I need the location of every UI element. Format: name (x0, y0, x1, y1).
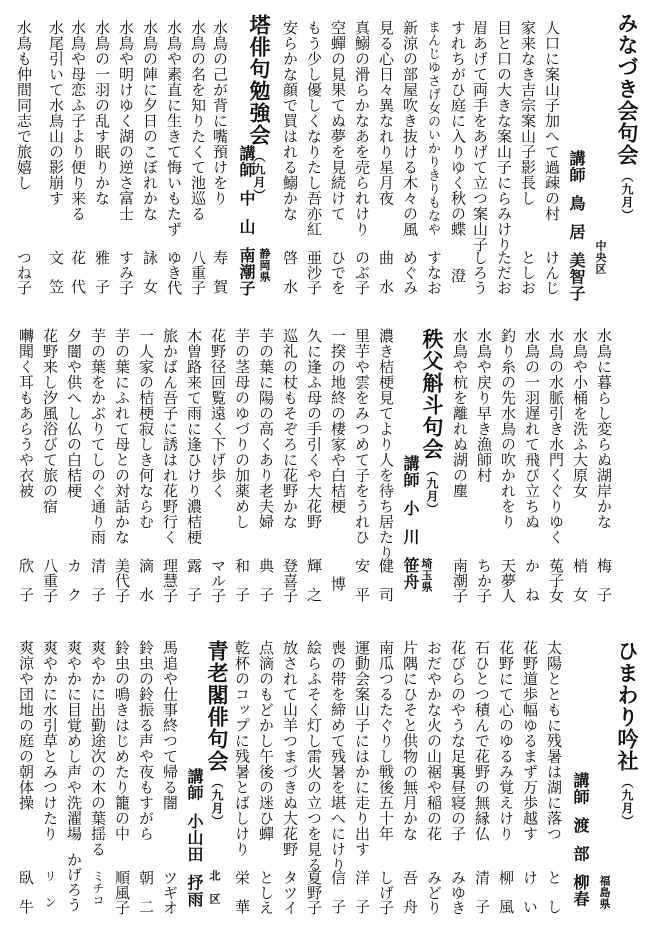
lecturer-name-part: 部 (571, 845, 590, 862)
haiku-author: 菟子女 (547, 558, 565, 603)
haiku-author: 天夢人 (499, 558, 517, 603)
haiku-author: 柳風 (497, 870, 515, 928)
haiku-text: 水鳥の一羽遅れて飛び立ちぬ (523, 328, 541, 530)
haiku-text: 花びらのやうな足裏昼寝の子 (449, 640, 467, 842)
section-month: （九月） (210, 776, 224, 828)
lecturer-name-part: 居 (567, 223, 586, 240)
haiku-author: 八重子 (189, 250, 207, 295)
haiku-author: ミチコ (91, 870, 105, 906)
section-month: （九月） (252, 150, 266, 202)
haiku-text: 乾杯のコップに残暑とばしけり (233, 640, 251, 857)
haiku-author: としお (519, 250, 537, 295)
haiku-author: 八重子 (41, 558, 59, 603)
haiku-text: 安らかな顔で買はれる鰯かな (281, 20, 299, 222)
lecturer-role: 講師 (401, 455, 420, 488)
haiku-author: 栄華 (233, 870, 251, 928)
haiku-author: 博 (329, 576, 347, 591)
haiku-author: 南潮子 (451, 558, 469, 603)
haiku-text: 濃き桔梗見てより人を待ち居たり (377, 328, 395, 561)
haiku-text: 水鳥に暮らし変らぬ湖岸かな (595, 328, 613, 530)
haiku-text: おだやかな火の山裾や稲の花 (425, 640, 443, 842)
lecturer-name-part: 柳春 (571, 874, 590, 907)
haiku-text: 水鳥や素直に生きて悔いもたず (165, 20, 183, 237)
haiku-author: ひでを (329, 250, 347, 295)
section-title-text: 秩父斛斗句会 (420, 328, 444, 460)
haiku-text: 人口に案山子加へて過疎の村 (543, 20, 561, 222)
haiku-author: 安平 (353, 558, 371, 616)
haiku-text: 目と口の大きな案山子にらみけり (495, 20, 513, 253)
haiku-text: 新涼の部屋吹き抜ける木々の風 (401, 20, 419, 237)
lecturer-name-part: 小 (401, 500, 420, 517)
haiku-text: 芋の葉をかぶりてしのぐ通り雨 (89, 328, 107, 545)
lecturer-name-part: 南潮子 (237, 247, 256, 297)
haiku-text: 花野径回覧遠く下げ歩く (209, 328, 227, 499)
haiku-author: 順風子 (113, 870, 131, 915)
haiku-author: 朝二 (137, 870, 155, 928)
haiku-text: 喪の帯を締めて残暑を堪へにけり (329, 640, 347, 873)
haiku-author: 澄 (449, 268, 467, 283)
haiku-author: ゆき代 (165, 250, 183, 295)
haiku-author: けい (521, 870, 539, 928)
lecturer-name-part: 美智子 (567, 252, 586, 302)
haiku-text: 水鳥の陣に夕日のこぼれかな (141, 20, 159, 222)
lecturer-role: 講師 (185, 768, 204, 801)
lecturer-region: 福島県 (598, 875, 611, 910)
haiku-author: カク (65, 558, 83, 616)
lecturer-name-part: 鳥 (567, 195, 586, 212)
lecturer-line (184, 768, 204, 908)
haiku-text: 点滴のもどかし午後の迷ひ蟬 (257, 640, 275, 842)
haiku-text: 夕闇や供へし仏の白桔梗 (65, 328, 83, 499)
haiku-text: 水鳥や杭を離れぬ湖の塵 (451, 328, 469, 499)
haiku-text: 太陽とともに残暑は湖に落つ (545, 640, 563, 842)
haiku-text: 南瓜つるたぐりし戦後五十年 (377, 640, 395, 842)
haiku-text: 家来なき吉宗案山子影長し (519, 20, 537, 206)
haiku-text: 芋の葉に陽の高くあり老夫婦 (257, 328, 275, 530)
lecturer-region: 北区 (208, 870, 221, 916)
haiku-text: 爽やかに目覚めし声や洗濯場 (65, 640, 83, 842)
lecturer-name-part: 渡 (571, 817, 590, 834)
haiku-author: 欣子 (17, 558, 35, 616)
haiku-text: 水鳥の己が背に嘴預けをり (211, 20, 229, 206)
haiku-author: すみ子 (117, 250, 135, 295)
section-title-chichibu (422, 328, 442, 516)
haiku-author: タツイ (281, 870, 299, 915)
haiku-text: 里芋や雲をみつめて子をうれひ (353, 328, 371, 545)
haiku-text: 水鳥の水脈引き水門くぐりゆく (547, 328, 565, 545)
haiku-text: すれちがひ庭に入りゆく秋の蝶 (449, 20, 467, 237)
haiku-text: 釣り糸の先水鳥の吹かれをり (499, 328, 517, 530)
lecturer-name-part: 笹舟 (401, 557, 420, 590)
haiku-author: 清子 (89, 558, 107, 616)
haiku-text: 爽やかに出勤途次の木の葉揺る (89, 640, 107, 857)
section-month: （九月） (620, 170, 634, 222)
haiku-author: 美代子 (113, 558, 131, 603)
lecturer-region: 静岡県 (258, 248, 271, 283)
lecturer-name-part: 川 (401, 528, 420, 545)
haiku-author: ツギオ (161, 870, 179, 915)
haiku-author: 臥牛 (17, 870, 35, 928)
lecturer-region: 埼玉県 (420, 558, 433, 593)
haiku-author: 信子 (329, 870, 347, 928)
haiku-text: 旅かばん吾子に誘はれ花野行く (161, 328, 179, 545)
haiku-text: 眉あげて両手をあげて立つ案山子 (471, 20, 489, 253)
haiku-text: 囀聞く耳もあらうや衣被 (17, 328, 35, 499)
haiku-text: 鈴虫の鈴振る声や夜もすがら (137, 640, 155, 842)
haiku-author: のぶ子 (353, 250, 371, 295)
haiku-text: 鈴虫の鳴きはじめたり籠の中 (113, 640, 131, 842)
haiku-text: 水鳥や明けゆく湖の逆さ富士 (117, 20, 135, 222)
haiku-text: 爽涼や団地の庭の朝体操 (17, 640, 35, 811)
haiku-text: 放されて山羊つまづきぬ大花野 (281, 640, 299, 857)
lecturer-name-part: 抒雨 (185, 874, 204, 908)
haiku-text: 空蟬の見果てぬ夢を見続けて (329, 20, 347, 222)
haiku-author: 登喜子 (281, 558, 299, 603)
haiku-author: 露子 (185, 558, 203, 616)
haiku-text: 花野道歩幅ゆるまず万歩越す (521, 640, 539, 842)
haiku-author: 啓水 (281, 250, 299, 308)
haiku-text: 石ひとつ積んで花野の無縁仏 (473, 640, 491, 842)
haiku-text: 水鳥の名を知りたくて池巡る (189, 20, 207, 222)
lecturer-role: 講師 (567, 150, 586, 183)
section-month: （九月） (425, 464, 439, 516)
haiku-author: しろう (471, 250, 489, 295)
haiku-text: 絵らふそく灯し雷火の立つを見る (305, 640, 323, 873)
haiku-author: 洋子 (353, 870, 371, 928)
lecturer-region: 中央区 (594, 240, 607, 275)
lecturer-line (400, 455, 420, 590)
lecturer-name-part: 山 (237, 218, 256, 235)
haiku-author: かね (523, 558, 541, 616)
haiku-author: 梅子 (595, 558, 613, 616)
haiku-text: 見る心日々異なれり星月夜 (377, 20, 395, 206)
haiku-text: 運動会案山子にはかに走り出す (353, 640, 371, 857)
haiku-text: 花野にて心のゆるみ覚えけり (497, 640, 515, 842)
haiku-author: つね子 (15, 250, 33, 295)
haiku-author: けんじ (543, 250, 561, 295)
haiku-author: めぐみ (401, 250, 419, 295)
haiku-author: 輝之 (305, 558, 323, 616)
haiku-author: としえ (257, 870, 275, 915)
haiku-author: みゆき (449, 870, 467, 915)
section-title-text: 青老閣俳句会 (205, 640, 229, 772)
haiku-text: 水鳥の一羽の乱す眠りかな (93, 20, 111, 206)
haiku-text: 芋の茎母のゆづりの加薬めし (233, 328, 251, 530)
lecturer-name-part: 中 (237, 190, 256, 207)
haiku-author: 和子 (233, 558, 251, 616)
haiku-author: とし (545, 870, 563, 928)
haiku-author: すなお (425, 250, 443, 295)
lecturer-name-part: 小山田 (185, 813, 204, 863)
section-title-minazuki (617, 12, 637, 222)
lecturer-line (570, 772, 590, 907)
haiku-author: 典子 (257, 558, 275, 616)
haiku-author: 滴水 (137, 558, 155, 616)
lecturer-line (236, 145, 256, 297)
section-title-text: ひまわり吟社 (615, 640, 639, 772)
haiku-author: 理慧子 (161, 558, 179, 603)
section-title-text: 塔俳句勉強会 (247, 14, 271, 146)
section-title-himawari (617, 640, 637, 828)
haiku-author: 健司 (377, 558, 395, 616)
haiku-author: 吾舟 (401, 870, 419, 928)
haiku-text: 久に逢ふ母の手引くや大花野 (305, 328, 323, 530)
haiku-text: 爽やかに水引草とみつけたり (41, 640, 59, 842)
haiku-text: 花野来し汐風浴びて旅の宿 (41, 328, 59, 514)
haiku-text: 馬追や仕事終つて帰る闇 (161, 640, 179, 811)
haiku-author: ただお (495, 250, 513, 295)
haiku-author: 夏野子 (305, 870, 323, 915)
haiku-author: 曲水 (377, 250, 395, 308)
haiku-author: 亜沙子 (305, 250, 323, 295)
section-title-text: みなづき会句会 (615, 12, 639, 166)
haiku-text: 芋の葉にふれて母との対話かな (113, 328, 131, 545)
haiku-text: 一人家の桔梗寂しき何ならむ (137, 328, 155, 530)
haiku-text: 真鰯の滑らかなあを売られけり (353, 20, 371, 237)
section-month: （九月） (620, 776, 634, 828)
haiku-text: 一揆の地終の棲家や白桔梗 (329, 328, 347, 514)
haiku-text: もう少し優しくなりたし吾亦紅 (305, 20, 323, 237)
haiku-text: 水尾引いて水鳥山の影崩す (47, 20, 65, 206)
haiku-text: 片隅にひそと供物の無月かな (401, 640, 419, 842)
haiku-text: 木曽路来て雨に逢ひけり濃桔梗 (185, 328, 203, 545)
haiku-text: 水鳥も仲間同志で旅嬉し (15, 20, 33, 191)
lecturer-role: 講師 (571, 772, 590, 805)
haiku-author: 清子 (473, 870, 491, 928)
lecturer-line (566, 150, 586, 302)
haiku-author: 雅子 (93, 250, 111, 308)
haiku-author: マル子 (209, 558, 227, 603)
haiku-author: 寿賀 (211, 250, 229, 308)
section-title-seirokaku (207, 640, 227, 828)
lecturer-role: 講師 (237, 145, 256, 178)
haiku-text: 巡礼の杖もそぞろに花野かな (281, 328, 299, 530)
haiku-author: 梢女 (571, 558, 589, 616)
haiku-author: ちか子 (475, 558, 493, 603)
haiku-author: 文笠 (47, 250, 65, 308)
haiku-text: 水鳥や戻り早き漁師村 (475, 328, 493, 483)
haiku-author: リン (43, 870, 57, 922)
haiku-text: 水鳥や小桶を洗ふ大原女 (571, 328, 589, 499)
haiku-author: かげろう (65, 852, 83, 912)
haiku-author: しげ子 (377, 870, 395, 915)
haiku-author: 詠女 (141, 250, 159, 308)
haiku-author: みどり (425, 870, 443, 915)
haiku-author: 花代 (69, 250, 87, 308)
haiku-text: 水鳥や母恋ふ子より便り来る (69, 20, 87, 222)
haiku-text: まんじゆさげ女のいかりきりもなや (425, 20, 440, 236)
